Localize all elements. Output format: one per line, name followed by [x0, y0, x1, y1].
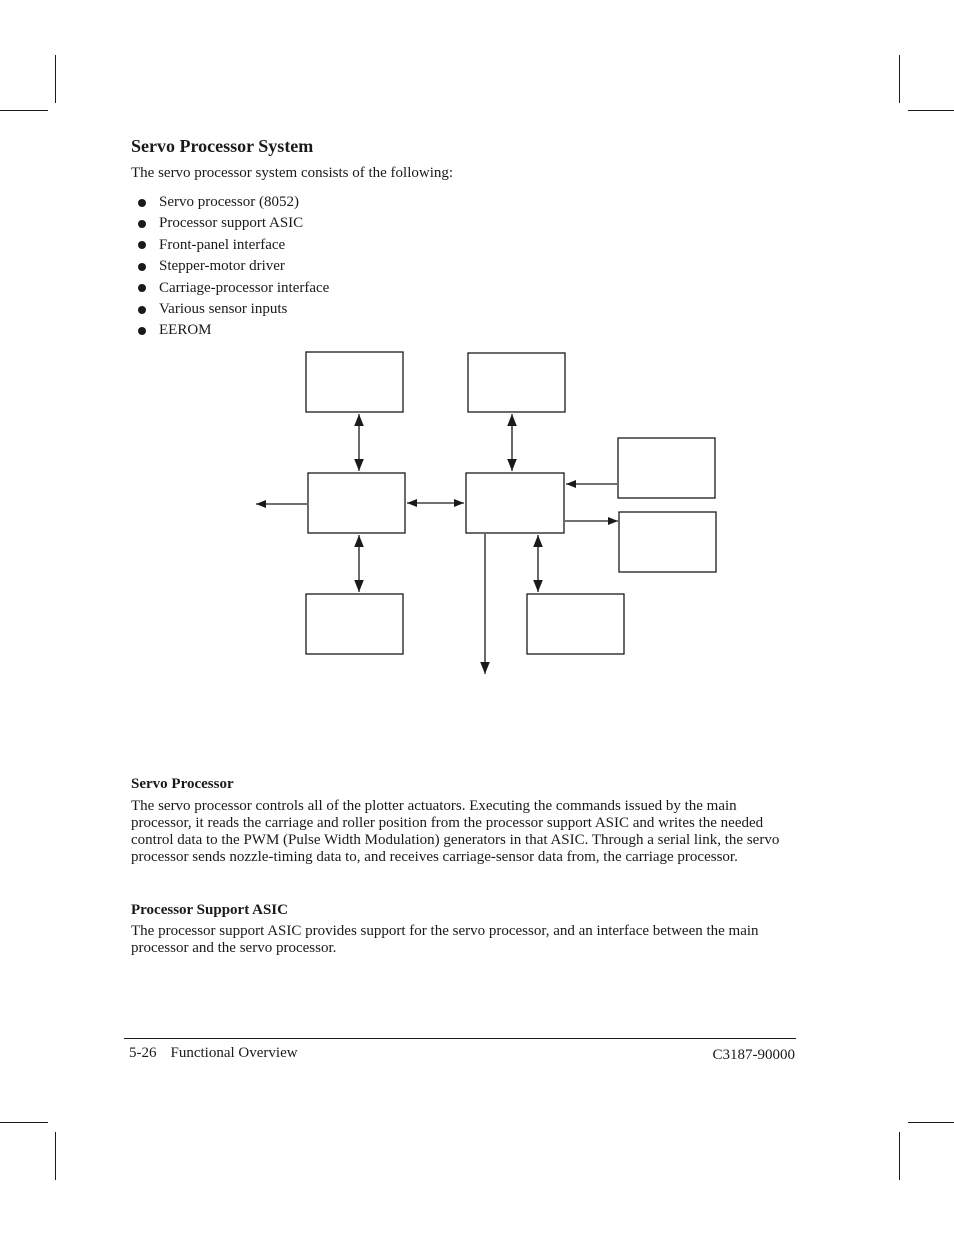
bullet-icon: [138, 220, 146, 228]
list-item: [138, 320, 329, 341]
component-list: [138, 192, 329, 342]
crop-mark-bottom-right-horizontal: [908, 1122, 954, 1123]
diagram-block-right-lower: [619, 512, 716, 572]
support-asic-body: The processor support ASIC provides support for the servo processor, and an interface between the main processor and the servo processor.: [131, 923, 759, 956]
list-item-label: Carriage-processor interface: [159, 279, 330, 296]
crop-mark-bottom-left-vertical: [55, 1132, 56, 1180]
crop-mark-top-right-vertical: [899, 55, 900, 103]
list-item-label: Various sensor inputs: [159, 300, 288, 317]
list-item: [138, 278, 329, 299]
diagram-block-right-upper: [618, 438, 715, 498]
servo-processor-body: The servo processor controls all of the plotter actuators. Executing the commands issued by the main processor, it reads the carriage and roller position from the processor support ASIC and writes the needed control data to the PWM (Pulse Width Modulation) generators in that ASIC. Through a serial link, the servo processor sends nozzle-timing data to, and receives carriage-sensor data from, the carriage processor.: [131, 798, 780, 865]
list-item-label: Front-panel interface: [159, 236, 286, 253]
list-item: [138, 235, 329, 256]
list-item-label: Processor support ASIC: [159, 215, 304, 232]
document-number: C3187-90000: [712, 1047, 795, 1063]
crop-mark-bottom-left-horizontal: [0, 1122, 48, 1123]
section-intro: The servo processor system consists of the following:: [131, 165, 454, 181]
section-title: Servo Processor System: [131, 136, 314, 156]
diagram-block-top-center: [468, 353, 565, 412]
support-asic-heading: Processor Support ASIC: [131, 902, 288, 918]
crop-mark-bottom-right-vertical: [899, 1132, 900, 1180]
diagram-block-bottom-left: [306, 594, 403, 654]
diagram-block-support-asic: [466, 473, 564, 533]
list-item-label: EEROM: [159, 322, 212, 339]
bullet-icon: [138, 199, 146, 207]
list-item: [138, 299, 329, 320]
bullet-icon: [138, 306, 146, 314]
chapter-title: Functional Overview: [170, 1045, 298, 1061]
list-item: [138, 192, 329, 213]
page-number: 5-26: [129, 1045, 157, 1061]
list-item-label: Servo processor (8052): [159, 194, 299, 210]
bullet-icon: [138, 284, 146, 292]
footer-left: [129, 1045, 298, 1062]
servo-processor-heading: Servo Processor: [131, 776, 234, 792]
diagram-block-servo-processor: [308, 473, 405, 533]
list-item: [138, 213, 329, 234]
diagram-block-bottom-center: [527, 594, 624, 654]
crop-mark-top-left-horizontal: [0, 110, 48, 111]
list-item: [138, 256, 329, 277]
crop-mark-top-right-horizontal: [908, 110, 954, 111]
bullet-icon: [138, 263, 146, 271]
bullet-icon: [138, 241, 146, 249]
bullet-icon: [138, 327, 146, 335]
crop-mark-top-left-vertical: [55, 55, 56, 103]
list-item-label: Stepper-motor driver: [159, 258, 285, 275]
diagram-block-top-left: [306, 352, 403, 412]
footer-rule: [124, 1038, 796, 1039]
